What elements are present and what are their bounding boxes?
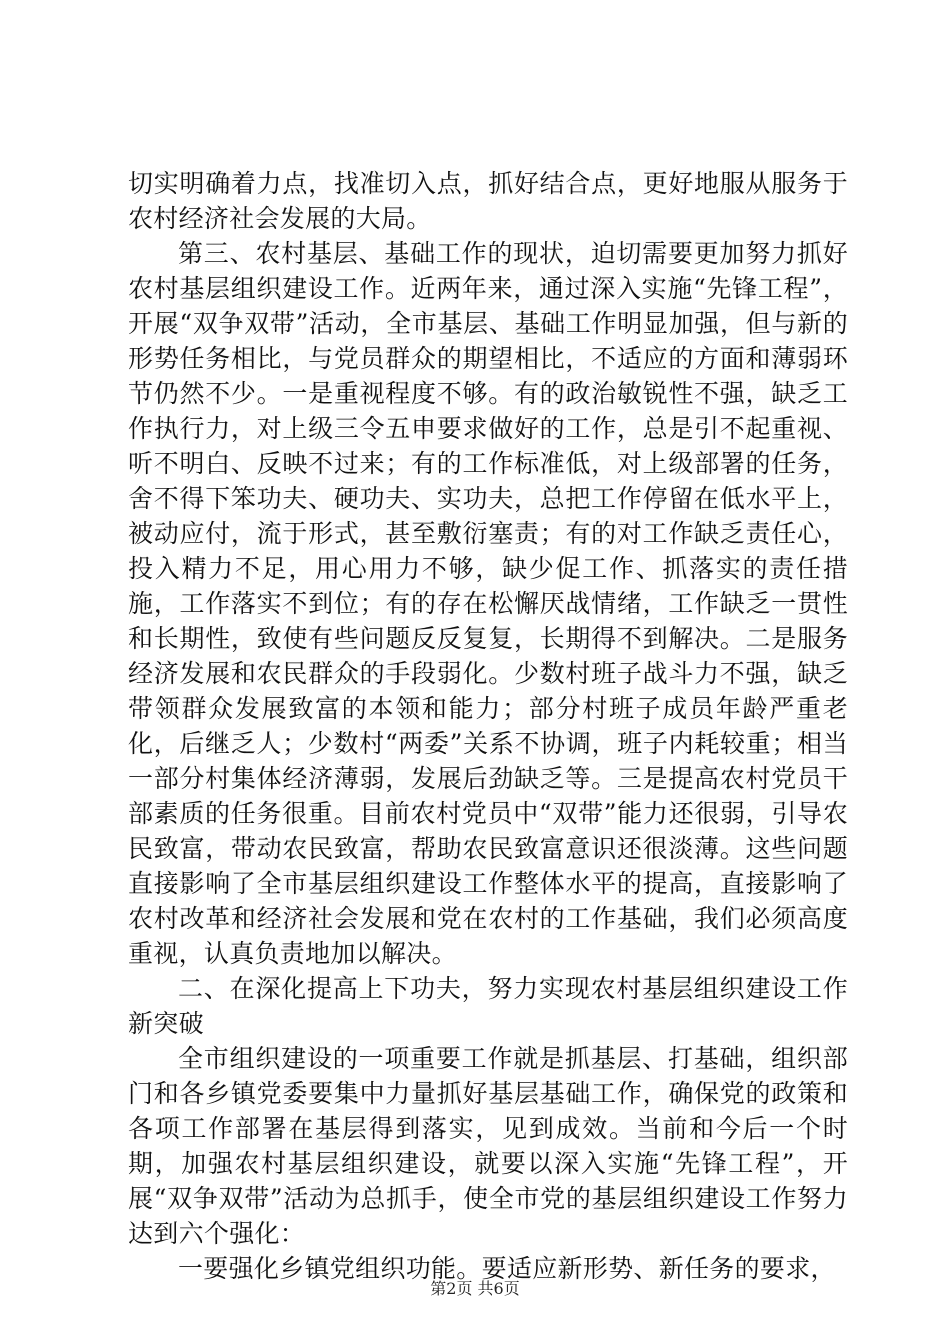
section-heading-two: 二、在深化提高上下功夫，努力实现农村基层组织建设工作新突破 xyxy=(128,974,848,1038)
paragraph-third-point: 第三、农村基层、基础工作的现状，迫切需要更加努力抓好农村基层组织建设工作。近两年来，通过深入实施“先锋工程”，开展“双争双带”活动，全市基层、基础工作明显加强，但与新的形势任务相比，与党员群众的期望相比，不适应的方面和薄弱环节仍然不少。一是重视程度不够。有的政治敏锐性不强，缺乏工作执行力，对上级三令五申要求做好的工作，总是引不起重视、听不明白、反映不过来；有的工作标准低，对上级部署的任务，舍不得下笨功夫、硬功夫、实功夫，总把工作停留在低水平上，被动应付，流于形式，甚至敷衍塞责；有的对工作缺乏责任心，投入精力不足，用心用力不够，缺少促工作、抓落实的责任措施，工作落实不到位；有的存在松懈厌战情绪，工作缺乏一贯性和长期性，致使有些问题反反复复，长期得不到解决。二是服务经济发展和农民群众的手段弱化。少数村班子战斗力不强，缺乏带领群众发展致富的本领和能力；部分村班子成员年龄严重老化，后继乏人；少数村“两委”关系不协调，班子内耗较重；相当一部分村集体经济薄弱，发展后劲缺乏等。三是提高农村党员干部素质的任务很重。目前农村党员中“双带”能力还很弱，引导农民致富，带动农民致富，帮助农民致富意识还很淡薄。这些问题直接影响了全市基层组织建设工作整体水平的提高，直接影响了农村改革和经济社会发展和党在农村的工作基础，我们必须高度重视，认真负责地加以解决。 xyxy=(128,239,848,968)
paragraph-organization-work: 全市组织建设的一项重要工作就是抓基层、打基础，组织部门和各乡镇党委要集中力量抓好基层基础工作，确保党的政策和各项工作部署在基层得到落实，见到成效。当前和今后一个时期，加强农村基层组织建设，就要以深入实施“先锋工程”，开展“双争双带”活动为总抓手，使全市党的基层组织建设工作努力达到六个强化： xyxy=(128,1044,848,1248)
document-body xyxy=(128,166,848,1286)
paragraph-strengthen-township: 一要强化乡镇党组织功能。要适应新形势、新任务的要求， xyxy=(178,1254,836,1283)
paragraph-continuation: 切实明确着力点，找准切入点，抓好结合点，更好地服从服务于农村经济社会发展的大局。 xyxy=(128,169,848,233)
page-number-footer: 第2页 共6页 xyxy=(430,1279,520,1298)
